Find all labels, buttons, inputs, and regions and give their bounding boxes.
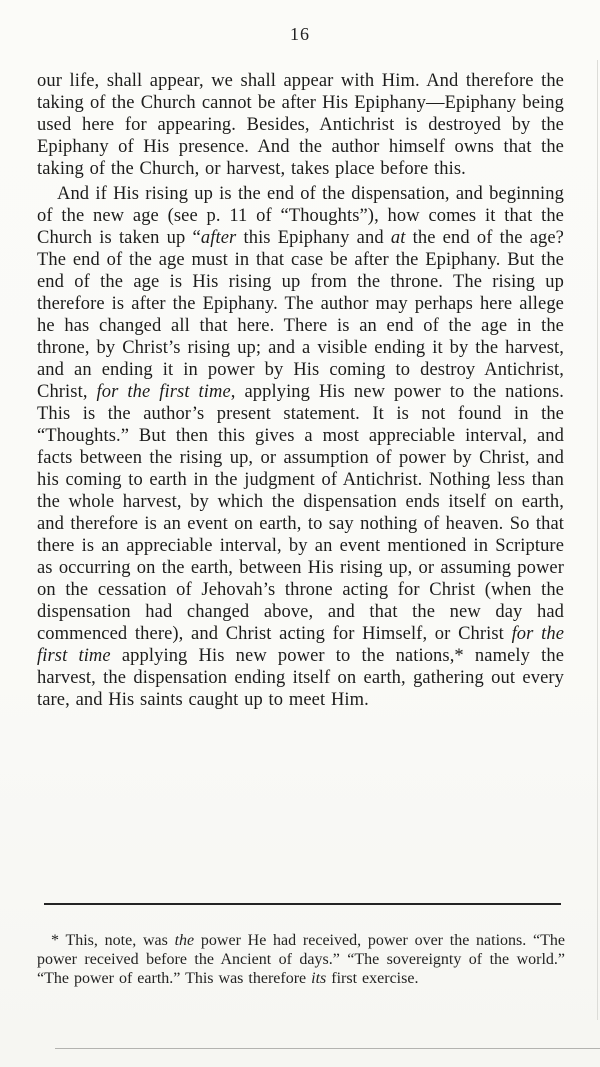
italic-text-run: for the first time — [37, 624, 565, 666]
footnote-block — [37, 931, 565, 988]
italic-text-run: after — [200, 228, 237, 248]
italic-text-run: for the first time — [96, 382, 231, 402]
text-run: , applying His new power to the nations. This is the author’s present statement. It is not found in the “Thoughts.” But then this gives a most appreciable interval, and facts between the rising up, or assumption of power by Christ, and his coming to earth in the judgment of Antichrist. Nothing less than the whole harvest, by which the dispensation ends itself on earth, and therefore is an event on earth, to say nothing of heaven. So that there is an appreciable interval, by an event mentioned in Scripture as occurring on the earth, between His rising up, or assuming power on the cessation of Jehovah’s throne acting for Christ (when the dispensation had changed above, and that the new day had commenced there), and Christ acting for Himself, or Christ — [37, 382, 564, 644]
text-run: And if His rising up is the end of the dispensation, and beginning of the new age (see p. 11 of “Thoughts”), how comes it that the Church is taken up “ — [37, 184, 564, 248]
page-number: 16 — [290, 24, 310, 44]
text-run: power He had received, power over the nations. “The power received before the Ancient of days.” “The sovereignty of the world.” “The power of earth.” This was therefore — [37, 932, 566, 987]
paragraph-1 — [37, 70, 564, 180]
paragraph-2 — [37, 183, 564, 711]
italic-text-run: the — [174, 932, 195, 949]
footnote-separator-rule — [44, 903, 561, 905]
text-run: first exercise. — [326, 970, 419, 987]
text-run: our life, shall appear, we shall appear with Him. And therefore the taking of the Church cannot be after His Epiphany—Epiphany being used here for appearing. Besides, Antichrist is destroyed by the Epiphany of His presence. And the author himself owns that the taking of the Church, or harvest, takes place before this. — [37, 71, 564, 179]
page-header — [0, 24, 600, 45]
main-text-block — [37, 70, 564, 711]
text-run: applying His new power to the nations,* namely the harvest, the dispensation ending itself on earth, gathering out every tare, and His saints caught up to meet Him. — [37, 646, 565, 710]
text-run: * This, note, was — [51, 932, 175, 949]
italic-text-run: its — [311, 970, 327, 987]
footnote-paragraph — [37, 931, 565, 988]
text-run: this Epiphany and — [236, 228, 391, 248]
italic-text-run: at — [390, 228, 406, 248]
text-run: the end of the age? The end of the age must in that case be after the Epiphany. But the end of the age is His rising up from the throne. The rising up therefore is after the Epiphany. The author may perhaps here allege he has changed all that here. There is an end of the age in the throne, by Christ’s rising up; and a visible ending it by the harvest, and an ending it in power by His coming to destroy Antichrist, Christ, — [37, 228, 564, 402]
scan-edge-line-right — [597, 60, 598, 1020]
scan-edge-line-bottom — [55, 1048, 600, 1049]
